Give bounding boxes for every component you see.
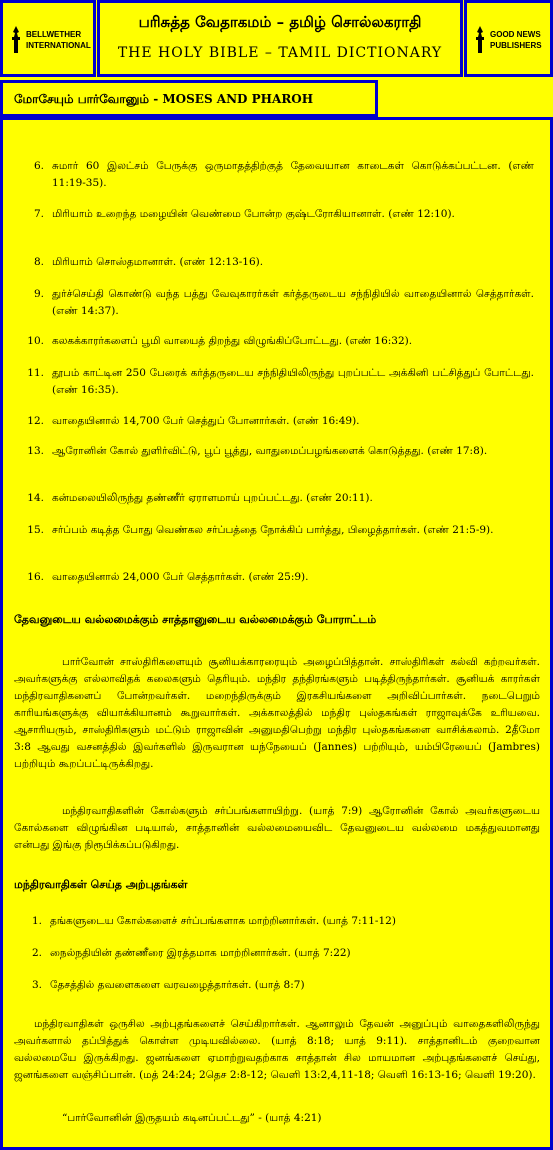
logo-good-news: [464, 0, 553, 77]
content-panel: [0, 117, 553, 1150]
list-item: 14. கன்மலையிலிருந்து தண்ணீர் ஏராளமாய் புறப்பட்டது. (எண் 20:11).: [27, 492, 373, 504]
list-item: 7. மிரியாம் உறைந்த மழையின் வெண்மை போன்ற குஷ்டரோகியானாள். (எண் 12:10).: [33, 208, 455, 220]
section-title: மோசேயும் பார்வோனும் - MOSES AND PHAROH: [14, 92, 314, 106]
paragraph: மந்திரவாதிகளின் கோல்களும் சர்ப்பங்களாயிற்று. (யாத் 7:9) ஆரோனின் கோல் அவர்களுடைய கோல்களை விழுங்கின படியால், சாத்தானின் வல்லமையைவிட தேவனுடைய வல்லமை மகத்துவமானது என்பது இங்கு நிரூபிக்கப்படுகிறது.: [14, 805, 540, 851]
torch-icon: [473, 25, 487, 55]
logo-text: BELLWETHER INTERNATIONAL: [26, 29, 91, 50]
list-item: 13. ஆரோனின் கோல் துளிர்விட்டு, பூப் பூத்து, வாதுமைப்பழங்களைக் கொடுத்தது. (எண் 17:8).: [27, 445, 488, 457]
logo-bellwether: [0, 0, 96, 77]
list-item: 12. வாதையினால் 14,700 பேர் செத்துப் போனார்கள். (எண் 16:49).: [27, 415, 360, 427]
quote: “பார்வோனின் இருதயம் கடினப்பட்டது” - (யாத் 4:21): [62, 1112, 322, 1124]
list-item: 8. மிரியாம் சொஸ்தமானாள். (எண் 12:13-16).: [33, 256, 264, 268]
page-title-tamil: பரிசுத்த வேதாகமம் – தமிழ் சொல்லகராதி: [138, 13, 422, 31]
header: [97, 0, 463, 77]
list-item: 3. தேசத்தில் தவளைகளை வரவழைத்தார்கள். (யாத் 8:7): [31, 979, 305, 991]
torch-icon: [9, 25, 23, 55]
section-heading: தேவனுடைய வல்லமைக்கும் சாத்தானுடைய வல்லமைக்கும் போராட்டம்: [14, 613, 377, 626]
list-item: 6. சுமார் 60 இலட்சம் பேருக்கு ஒருமாதத்திற்குத் தேவையான காடைகள் கொடுக்கப்பட்டன. (எண் 11:19-35).: [33, 160, 534, 189]
list-item: 15. சர்ப்பம் கடித்த போது வெண்கல சர்ப்பத்தை நோக்கிப் பார்த்து, பிழைத்தார்கள். (எண் 21:5-9).: [27, 524, 494, 536]
logo-text: GOOD NEWS PUBLISHERS: [490, 29, 542, 50]
paragraph: பார்வோன் சாஸ்திரிகளையும் சூனியக்காரரையும் அழைப்பித்தான். சாஸ்திரிகள் கல்வி கற்றவர்கள். அவர்களுக்கு எல்லாவிதக் கலைகளும் தெரியும். மந்திர தந்திரங்களும் படித்திருந்தார்கள். சூனியக் காரர்கள் மந்திரவாதிகளைப் போன்றவர்கள். மறைந்திருக்கும் இரகசியங்களை அறிவிப்பார்கள். நடைபெறும் காரியங்களுக்கு வியாக்கியானம் கூறுவார்கள். அக்காலத்தில் மந்திர புஸ்தகங்கள் ராஜாவுக்கே உரியவை. ஆசாரியரும், சாஸ்திரிகளும் மட்டும் ராஜாவின் அனுமதிபெற்று மந்திர புஸ்தகங்களை வாசிக்கலாம். 2தீமோ 3:8 ஆவது வசனத்தில் இவர்களில் இருவரான யந்நேயைப் (Jannes) பற்றியும், யம்பிரேயைப் (Jambres) பற்றியும் கூறப்பட்டிருக்கிறது.: [14, 656, 540, 770]
paragraph: மந்திரவாதிகள் ஒருசில அற்புதங்களைச் செய்கிறார்கள். ஆனாலும் தேவன் அனுப்பும் வாதைகளிலிருந்து அவர்களால் தப்பித்துக் கொள்ள முடியவில்லை. (யாத் 8:18; யாத் 9:11). சாத்தானிடம் குறைவான வல்லமையே இருக்கிறது. ஜனங்களை ஏமாற்றுவதற்காக சாத்தான் சில மாயமான அற்புதங்களைச் செய்து, ஜனங்களை வஞ்சிப்பான். (மத் 24:24; 2தெச 2:8-12; வெளி 13:2,4,11-18; வெளி 16:13-16; வெளி 19:20).: [14, 1018, 540, 1081]
section-header: [0, 80, 378, 117]
list-item: 1. தங்களுடைய கோல்களைச் சர்ப்பங்களாக மாற்றினார்கள். (யாத் 7:11-12): [31, 915, 396, 927]
list-item: 2. நைல்நதியின் தண்ணீரை இரத்தமாக மாற்றினார்கள். (யாத் 7:22): [31, 947, 351, 959]
section-heading: மந்திரவாதிகள் செய்த அற்புதங்கள்: [14, 878, 188, 891]
list-item: 16. வாதையினால் 24,000 பேர் செத்தார்கள். (எண் 25:9).: [27, 571, 309, 583]
list-item: 11. தூபம் காட்டின 250 பேரைக் கர்த்தருடைய சந்நிதியிலிருந்து புறப்பட்ட அக்கினி பட்சித்துப் போட்டது. (எண் 16:35).: [27, 367, 534, 396]
page-title-english: THE HOLY BIBLE – TAMIL DICTIONARY: [117, 45, 443, 61]
list-item: 10. கலகக்காரர்களைப் பூமி வாயைத் திறந்து விழுங்கிப்போட்டது. (எண் 16:32).: [27, 335, 413, 347]
list-item: 9. துர்ச்செய்தி கொண்டு வந்த பத்து வேவுகாரர்கள் கர்த்தருடைய சந்நிதியில் வாதையினால் செத்தார்கள். (எண் 14:37).: [33, 288, 534, 317]
